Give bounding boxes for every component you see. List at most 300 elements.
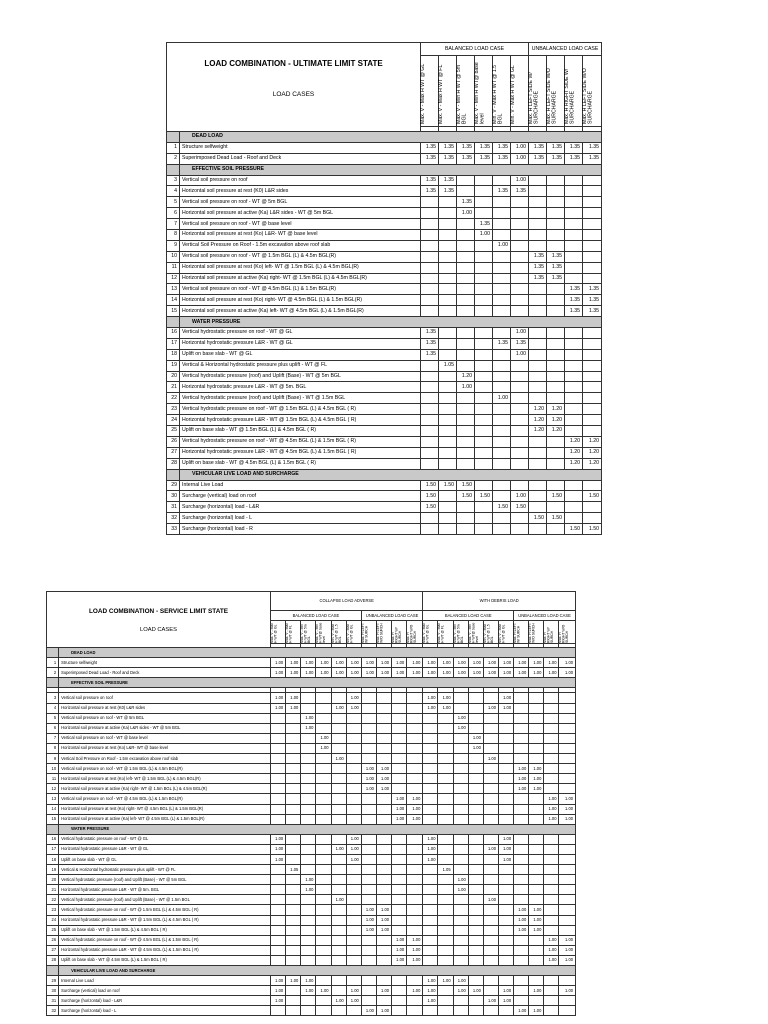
sls-factor-cell <box>346 976 361 986</box>
uls-factor-cell <box>475 436 493 447</box>
uls-factor-cell: 1.35 <box>421 153 439 164</box>
uls-factor-cell <box>565 208 583 219</box>
sls-row-description: Horizontal soil pressure at rest (Ko) L&R- WT @ base level <box>59 743 271 753</box>
sls-factor-cell: 1.00 <box>514 658 529 668</box>
sls-factor-cell <box>559 754 576 764</box>
sls-factor-cell <box>361 794 376 804</box>
sls-factor-cell <box>376 996 391 1006</box>
sls-factor-cell <box>271 713 286 723</box>
sls-factor-cell: 1.00 <box>346 693 361 703</box>
sls-factor-cell <box>271 955 286 965</box>
uls-factor-cell: 1.35 <box>583 284 602 295</box>
sls-factor-cell: 1.00 <box>453 976 468 986</box>
sls-factor-cell <box>316 1006 331 1016</box>
sls-factor-cell <box>468 865 483 875</box>
uls-factor-cell <box>475 524 493 535</box>
sls-factor-cell: 1.00 <box>286 976 301 986</box>
sls-factor-cell <box>331 854 346 864</box>
sls-table-row <box>47 764 576 774</box>
sls-factor-cell <box>361 804 376 814</box>
uls-factor-cell <box>439 458 457 469</box>
sls-factor-cell <box>438 996 453 1006</box>
uls-row-number: 23 <box>167 404 180 415</box>
sls-factor-cell <box>453 1006 468 1016</box>
sls-factor-cell <box>361 854 376 864</box>
sls-factor-cell: 1.00 <box>529 915 544 925</box>
sls-row-description: Horizontal soil pressure at active (Ka) L&R sides - WT @ 5m BGL <box>59 723 271 733</box>
uls-factor-cell <box>547 524 565 535</box>
sls-factor-cell <box>559 713 576 723</box>
sls-factor-cell <box>483 854 498 864</box>
sls-factor-cell <box>286 935 301 945</box>
sls-category-num <box>47 648 59 658</box>
sls-row-number: 15 <box>47 814 59 824</box>
sls-factor-cell: 1.00 <box>301 986 316 996</box>
sls-row-description: Vertical hydrostatic pressure on roof - WT @ GL <box>59 834 271 844</box>
sls-category-row <box>47 966 576 976</box>
sls-factor-cell: 1.00 <box>514 774 529 784</box>
sls-factor-cell <box>544 713 559 723</box>
uls-factor-cell <box>493 360 511 371</box>
sls-factor-cell <box>286 784 301 794</box>
uls-factor-cell <box>511 295 529 306</box>
uls-factor-cell: 1.35 <box>565 153 583 164</box>
uls-table-row <box>167 306 602 317</box>
sls-factor-cell: 1.00 <box>346 658 361 668</box>
uls-category-row <box>167 132 602 143</box>
sls-factor-cell: 1.00 <box>331 658 346 668</box>
uls-factor-cell: 1.35 <box>493 186 511 197</box>
uls-factor-cell <box>547 502 565 513</box>
uls-factor-cell <box>439 262 457 273</box>
uls-factor-cell <box>439 404 457 415</box>
uls-factor-cell <box>529 175 547 186</box>
sls-table-row <box>47 955 576 965</box>
uls-table-row <box>167 426 602 437</box>
uls-row-number: 6 <box>167 208 180 219</box>
uls-factor-cell <box>565 415 583 426</box>
sls-factor-cell <box>361 996 376 1006</box>
sls-factor-cell <box>301 693 316 703</box>
sls-factor-cell <box>514 713 529 723</box>
uls-factor-cell <box>583 338 602 349</box>
sls-factor-cell <box>392 1006 407 1016</box>
sls-factor-cell <box>529 713 544 723</box>
sls-row-number: 16 <box>47 834 59 844</box>
sls-factor-cell: 1.00 <box>498 844 513 854</box>
uls-table-header <box>167 43 602 132</box>
sls-factor-cell: 1.00 <box>316 668 331 678</box>
uls-factor-cell <box>475 295 493 306</box>
uls-factor-cell: 1.35 <box>475 153 493 164</box>
uls-factor-cell <box>457 240 475 251</box>
sls-factor-cell <box>301 996 316 1006</box>
sls-factor-cell <box>271 865 286 875</box>
uls-row-number: 11 <box>167 262 180 273</box>
sls-factor-cell <box>392 915 407 925</box>
sls-factor-cell <box>514 955 529 965</box>
uls-factor-cell: 1.35 <box>421 349 439 360</box>
uls-row-description: Vertical hydrostatic pressure (roof) and Uplift (Base) - WT @ 5m BGL <box>180 371 421 382</box>
sls-factor-cell: 1.00 <box>498 703 513 713</box>
uls-factor-cell <box>511 458 529 469</box>
sls-factor-cell <box>316 945 331 955</box>
sls-factor-cell: 1.00 <box>301 723 316 733</box>
uls-table-row <box>167 153 602 164</box>
sls-header-row <box>47 592 576 611</box>
sls-factor-cell <box>392 854 407 864</box>
sls-factor-cell: 1.00 <box>361 658 376 668</box>
uls-factor-cell: 1.35 <box>547 262 565 273</box>
sls-factor-cell <box>438 754 453 764</box>
sls-factor-cell: 1.00 <box>514 784 529 794</box>
sls-factor-cell <box>392 844 407 854</box>
uls-table-row <box>167 251 602 262</box>
sls-factor-cell <box>286 733 301 743</box>
uls-load-cases-label: LOAD CASES <box>272 91 315 98</box>
sls-factor-cell <box>286 723 301 733</box>
sls-factor-cell <box>331 935 346 945</box>
sls-column-header <box>271 621 286 644</box>
uls-factor-cell <box>493 284 511 295</box>
sls-factor-cell <box>301 854 316 864</box>
uls-factor-cell: 1.50 <box>583 524 602 535</box>
sls-factor-cell <box>468 804 483 814</box>
sls-factor-cell <box>438 885 453 895</box>
sls-factor-cell: 1.00 <box>423 854 438 864</box>
uls-factor-cell: 1.35 <box>511 338 529 349</box>
uls-factor-cell <box>421 360 439 371</box>
sls-column-header <box>438 621 453 644</box>
sls-factor-cell <box>301 955 316 965</box>
uls-factor-cell <box>493 382 511 393</box>
uls-factor-cell <box>493 447 511 458</box>
sls-row-description: Horizontal hydrostatic pressure L&R - WT @ GL <box>59 844 271 854</box>
sls-factor-cell: 1.00 <box>392 668 407 678</box>
uls-factor-cell <box>421 230 439 241</box>
sls-factor-cell <box>529 885 544 895</box>
sls-factor-cell: 1.00 <box>544 668 559 678</box>
sls-factor-cell <box>316 713 331 723</box>
sls-factor-cell <box>346 794 361 804</box>
uls-factor-cell <box>529 349 547 360</box>
uls-column-header <box>583 56 602 127</box>
sls-factor-cell <box>407 915 423 925</box>
sls-factor-cell <box>331 774 346 784</box>
sls-table-row <box>47 925 576 935</box>
sls-factor-cell <box>271 895 286 905</box>
sls-factor-cell <box>498 895 513 905</box>
uls-factor-cell <box>475 338 493 349</box>
sls-factor-cell <box>468 945 483 955</box>
uls-row-number: 17 <box>167 338 180 349</box>
sls-table-row <box>47 743 576 753</box>
sls-factor-cell <box>453 935 468 945</box>
sls-factor-cell <box>376 703 391 713</box>
uls-table-row <box>167 480 602 491</box>
sls-factor-cell <box>286 996 301 1006</box>
uls-factor-cell <box>565 175 583 186</box>
uls-factor-cell <box>583 371 602 382</box>
sls-factor-cell <box>483 764 498 774</box>
sls-factor-cell <box>346 875 361 885</box>
uls-factor-cell <box>493 436 511 447</box>
sls-factor-cell: 1.00 <box>423 976 438 986</box>
sls-factor-cell: 1.00 <box>271 668 286 678</box>
sls-column-header <box>468 621 483 644</box>
sls-factor-cell <box>301 774 316 784</box>
sls-category-label: DEAD LOAD <box>59 648 576 658</box>
uls-factor-cell <box>421 219 439 230</box>
uls-table-row <box>167 328 602 339</box>
sls-factor-cell <box>483 723 498 733</box>
sls-factor-cell <box>301 945 316 955</box>
uls-row-description: Vertical soil pressure on roof - WT @ 4.5m BGL (L) & 1.5m BGL(R) <box>180 284 421 295</box>
sls-factor-cell <box>376 804 391 814</box>
sls-factor-cell <box>392 754 407 764</box>
sls-factor-cell <box>346 764 361 774</box>
uls-row-number: 4 <box>167 186 180 197</box>
sls-factor-cell: 1.00 <box>483 895 498 905</box>
uls-factor-cell <box>511 240 529 251</box>
sls-factor-cell <box>376 794 391 804</box>
sls-category-num <box>47 824 59 834</box>
uls-factor-cell <box>583 273 602 284</box>
uls-factor-cell <box>547 186 565 197</box>
uls-factor-cell: 1.35 <box>565 295 583 306</box>
sls-factor-cell <box>529 804 544 814</box>
sls-row-description: Vertical hydrostatic pressure (roof) and Uplift (Base) - WT @ 5m BGL <box>59 875 271 885</box>
uls-category-row <box>167 469 602 480</box>
sls-factor-cell <box>376 945 391 955</box>
uls-factor-cell: 1.50 <box>493 502 511 513</box>
uls-factor-cell: 1.00 <box>457 208 475 219</box>
uls-factor-cell <box>475 371 493 382</box>
sls-factor-cell: 1.00 <box>271 854 286 864</box>
uls-column-header <box>493 56 511 127</box>
sls-factor-cell <box>559 885 576 895</box>
sls-factor-cell <box>453 764 468 774</box>
uls-row-description: Surcharge (vertical) load on roof <box>180 491 421 502</box>
sls-factor-cell <box>286 875 301 885</box>
uls-factor-cell <box>493 458 511 469</box>
sls-factor-cell <box>483 693 498 703</box>
sls-factor-cell <box>544 723 559 733</box>
uls-factor-cell: 1.50 <box>421 480 439 491</box>
sls-factor-cell: 1.00 <box>529 1006 544 1016</box>
uls-factor-cell <box>457 338 475 349</box>
uls-factor-cell <box>421 306 439 317</box>
sls-factor-cell <box>392 925 407 935</box>
sls-group-header: UNBALANCED LOAD CASE <box>514 611 576 621</box>
uls-factor-cell: 1.50 <box>421 502 439 513</box>
sls-factor-cell <box>483 905 498 915</box>
sls-factor-cell <box>514 854 529 864</box>
uls-factor-cell <box>439 328 457 339</box>
sls-factor-cell <box>286 915 301 925</box>
uls-factor-cell <box>493 513 511 524</box>
sls-factor-cell <box>529 854 544 864</box>
sls-row-description: Surcharge (horizontal) load - L&R <box>59 996 271 1006</box>
sls-factor-cell <box>468 875 483 885</box>
uls-category-row <box>167 164 602 175</box>
sls-factor-cell <box>438 834 453 844</box>
sls-factor-cell <box>498 804 513 814</box>
uls-factor-cell <box>457 175 475 186</box>
sls-factor-cell <box>468 754 483 764</box>
sls-column-header <box>498 621 513 644</box>
sls-factor-cell <box>407 693 423 703</box>
sls-category-num <box>47 966 59 976</box>
sls-factor-cell <box>407 733 423 743</box>
sls-factor-cell <box>453 804 468 814</box>
sls-factor-cell: 1.00 <box>468 733 483 743</box>
sls-factor-cell <box>438 844 453 854</box>
sls-factor-cell <box>498 976 513 986</box>
uls-factor-cell <box>439 338 457 349</box>
sls-factor-cell <box>361 743 376 753</box>
sls-factor-cell <box>514 844 529 854</box>
sls-factor-cell <box>514 885 529 895</box>
sls-factor-cell <box>392 996 407 1006</box>
uls-factor-cell: 1.00 <box>511 153 529 164</box>
sls-factor-cell <box>407 784 423 794</box>
uls-factor-cell <box>457 230 475 241</box>
sls-factor-cell: 1.00 <box>286 693 301 703</box>
sls-factor-cell <box>376 895 391 905</box>
uls-factor-cell <box>547 295 565 306</box>
sls-factor-cell <box>529 814 544 824</box>
uls-factor-cell <box>547 458 565 469</box>
sls-row-description: Uplift on base slab - WT @ 4.5m BGL (L) & 1.5m BGL ( R) <box>59 955 271 965</box>
uls-factor-cell <box>583 393 602 404</box>
sls-factor-cell <box>376 743 391 753</box>
uls-factor-cell <box>511 480 529 491</box>
sls-row-number: 13 <box>47 794 59 804</box>
uls-factor-cell: 1.20 <box>457 371 475 382</box>
uls-factor-cell: 1.35 <box>547 273 565 284</box>
sls-factor-cell <box>331 764 346 774</box>
sls-factor-cell <box>376 935 391 945</box>
sls-factor-cell <box>316 905 331 915</box>
sls-factor-cell <box>468 814 483 824</box>
uls-row-number: 8 <box>167 230 180 241</box>
uls-factor-cell <box>547 240 565 251</box>
uls-factor-cell: 1.20 <box>529 415 547 426</box>
sls-factor-cell <box>529 935 544 945</box>
sls-factor-cell: 1.00 <box>331 668 346 678</box>
uls-factor-cell <box>439 219 457 230</box>
sls-factor-cell: 1.00 <box>271 996 286 1006</box>
sls-factor-cell <box>559 764 576 774</box>
uls-factor-cell <box>439 284 457 295</box>
sls-factor-cell <box>483 713 498 723</box>
uls-factor-cell <box>439 382 457 393</box>
sls-factor-cell: 1.00 <box>453 723 468 733</box>
uls-table-row <box>167 295 602 306</box>
uls-row-number: 31 <box>167 502 180 513</box>
sls-row-number: 19 <box>47 865 59 875</box>
uls-factor-cell <box>583 360 602 371</box>
sls-factor-cell <box>316 723 331 733</box>
uls-factor-cell <box>565 393 583 404</box>
sls-row-number: 11 <box>47 774 59 784</box>
sls-factor-cell <box>407 723 423 733</box>
uls-row-description: Vertical hydrostatic pressure on roof - WT @ GL <box>180 328 421 339</box>
sls-factor-cell <box>376 844 391 854</box>
uls-table-row <box>167 382 602 393</box>
uls-row-description: Vertical soil pressure on roof - WT @ 1.5m BGL (L) & 4.5m BGL(R) <box>180 251 421 262</box>
uls-factor-cell <box>547 306 565 317</box>
sls-factor-cell <box>559 895 576 905</box>
sls-column-label: Max. V - Min H WT @ 5m BGL <box>452 624 464 644</box>
sls-row-description: Horizontal hydrostatic pressure L&R - WT @ 5m. BGL <box>59 885 271 895</box>
uls-table-row <box>167 349 602 360</box>
uls-column-label: Min. V - Max H WT @ GL <box>510 65 516 124</box>
sls-table <box>46 591 576 1016</box>
sls-factor-cell <box>331 915 346 925</box>
sls-factor-cell <box>423 875 438 885</box>
uls-factor-cell <box>583 480 602 491</box>
sls-row-number: 25 <box>47 925 59 935</box>
uls-group-header: UNBALANCED LOAD CASE <box>529 43 602 56</box>
uls-factor-cell <box>565 502 583 513</box>
uls-factor-cell <box>583 186 602 197</box>
sls-factor-cell: 1.00 <box>498 996 513 1006</box>
uls-factor-cell <box>511 306 529 317</box>
sls-column-label: Min. V - Max H WT @ 1.5 BGL <box>330 624 342 644</box>
uls-row-description: Horizontal hydrostatic pressure L&R - WT @ 5m. BGL <box>180 382 421 393</box>
sls-table-row <box>47 723 576 733</box>
sls-top-group-header: COLLAPSE LOAD ADVERSE <box>271 592 423 611</box>
sls-factor-cell <box>361 875 376 885</box>
sls-factor-cell <box>361 976 376 986</box>
sls-factor-cell <box>286 854 301 864</box>
uls-factor-cell <box>529 360 547 371</box>
sls-column-header <box>423 621 438 644</box>
sls-factor-cell <box>423 915 438 925</box>
sls-factor-cell: 1.00 <box>286 658 301 668</box>
uls-factor-cell <box>511 426 529 437</box>
sls-factor-cell: 1.00 <box>316 658 331 668</box>
uls-factor-cell <box>511 436 529 447</box>
sls-factor-cell <box>331 693 346 703</box>
uls-factor-cell <box>439 447 457 458</box>
uls-factor-cell <box>493 349 511 360</box>
uls-row-number: 3 <box>167 175 180 186</box>
sls-factor-cell <box>529 875 544 885</box>
uls-factor-cell: 1.05 <box>439 360 457 371</box>
sls-factor-cell <box>438 854 453 864</box>
uls-table <box>166 42 602 535</box>
uls-row-number: 29 <box>167 480 180 491</box>
sls-factor-cell <box>498 713 513 723</box>
uls-factor-cell <box>457 513 475 524</box>
uls-factor-cell <box>439 371 457 382</box>
sls-factor-cell: 1.00 <box>423 996 438 1006</box>
uls-factor-cell <box>493 175 511 186</box>
sls-factor-cell <box>286 955 301 965</box>
uls-row-number: 21 <box>167 382 180 393</box>
uls-factor-cell <box>439 197 457 208</box>
sls-factor-cell <box>271 804 286 814</box>
uls-factor-cell: 1.00 <box>475 230 493 241</box>
sls-factor-cell <box>271 915 286 925</box>
sls-factor-cell <box>392 875 407 885</box>
sls-factor-cell: 1.00 <box>529 925 544 935</box>
uls-factor-cell: 1.50 <box>511 502 529 513</box>
sls-row-number: 23 <box>47 905 59 915</box>
